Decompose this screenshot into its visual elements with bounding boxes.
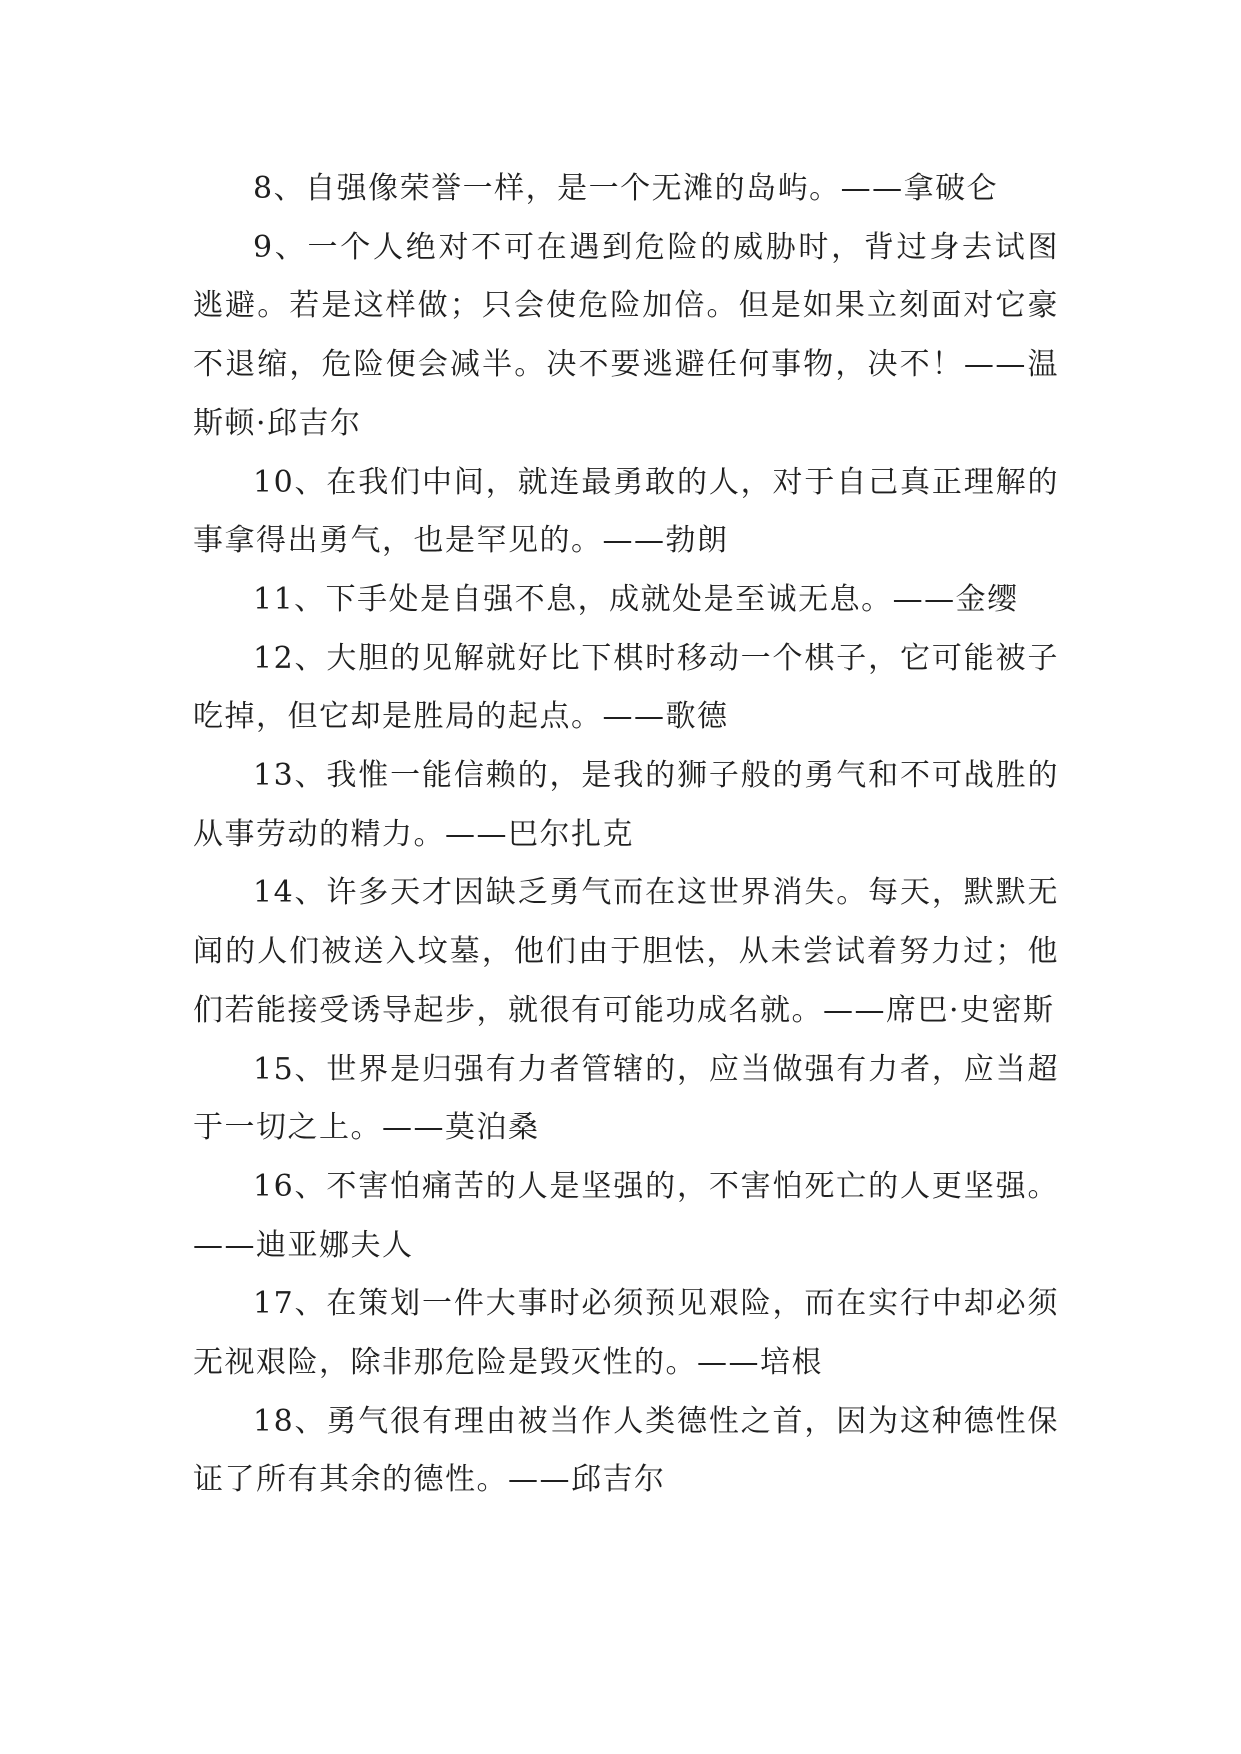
quote-paragraph-8: 8、自强像荣誉一样，是一个无滩的岛屿。——拿破仑: [253, 171, 999, 206]
quote-paragraph-10: 10、在我们中间，就连最勇敢的人，对于自己真正理解的事拿得出勇气，也是罕见的。——勃朗: [193, 464, 1059, 559]
quote-paragraph-18: 18、勇气很有理由被当作人类德性之首，因为这种德性保证了所有其余的德性。——邱吉尔: [193, 1403, 1059, 1498]
quote-paragraph-12: 12、大胆的见解就好比下棋时移动一个棋子，它可能被子吃掉，但它却是胜局的起点。——歌德: [193, 640, 1059, 735]
quote-paragraph-9: 9、一个人绝对不可在遇到危险的威胁时，背过身去试图逃避。若是这样做；只会使危险加倍。但是如果立刻面对它豪不退缩，危险便会减半。决不要逃避任何事物，决不！——温斯顿·邱吉尔: [193, 229, 1059, 441]
quote-paragraph-15: 15、世界是归强有力者管辖的，应当做强有力者，应当超于一切之上。——莫泊桑: [193, 1051, 1059, 1146]
quote-paragraph-14: 14、许多天才因缺乏勇气而在这世界消失。每天，默默无闻的人们被送入坟墓，他们由于胆怯，从未尝试着努力过；他们若能接受诱导起步，就很有可能功成名就。——席巴·史密斯: [193, 875, 1059, 1028]
quote-list: [193, 160, 1059, 1510]
quote-paragraph-11: 11、下手处是自强不息，成就处是至诚无息。——金缨: [253, 581, 1019, 617]
quote-paragraph-13: 13、我惟一能信赖的，是我的狮子般的勇气和不可战胜的从事劳动的精力。——巴尔扎克: [193, 758, 1059, 852]
quote-paragraph-17: 17、在策划一件大事时必须预见艰险，而在实行中却必须无视艰险，除非那危险是毁灭性的。——培根: [193, 1286, 1059, 1381]
quote-paragraph-16: 16、不害怕痛苦的人是坚强的，不害怕死亡的人更坚强。——迪亚娜夫人: [193, 1168, 1059, 1263]
